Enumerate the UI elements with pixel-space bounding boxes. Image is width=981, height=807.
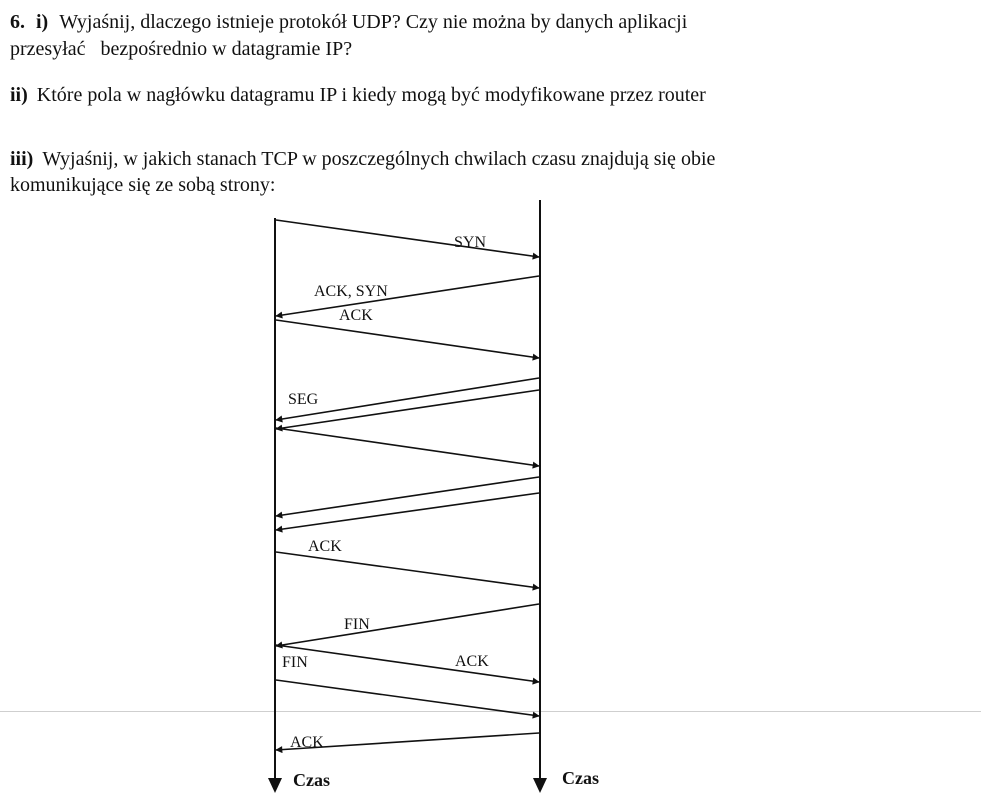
ack-syn-label: ACK, SYN	[314, 283, 388, 300]
client-time-arrowhead	[268, 778, 282, 793]
part-iii-text-line1: Wyjaśnij, w jakich stanach TCP w poszczególnych chwilach czasu znajdują się obie	[42, 148, 716, 170]
fin-arrow-from-server	[276, 604, 539, 646]
seg-label: SEG	[288, 391, 319, 408]
server-time-arrowhead	[533, 778, 547, 793]
data-arrow-to-server	[276, 428, 539, 466]
ack-label-1: ACK	[339, 307, 373, 324]
ack-arrow-3	[276, 645, 539, 682]
fin-label-server: FIN	[344, 616, 370, 633]
part-i-marker: i)	[36, 11, 49, 33]
part-i-text-line2: przesyłać bezpośrednio w datagramie IP?	[10, 38, 353, 60]
fin-label-client: FIN	[282, 654, 308, 671]
seg-arrow-3	[276, 477, 539, 516]
part-iii-text-line2: komunikujące się ze sobą strony:	[10, 174, 276, 196]
ack-arrow-1	[276, 320, 539, 358]
part-i-text-line1: Wyjaśnij, dlaczego istnieje protokół UDP? Czy nie można by danych aplikacji	[59, 11, 688, 33]
ack-label-2: ACK	[308, 538, 342, 555]
part-iii-marker: iii)	[10, 148, 34, 170]
ack-label-3: ACK	[455, 653, 489, 670]
ack-arrow-2	[276, 552, 539, 588]
ack-label-4: ACK	[290, 734, 324, 751]
syn-arrow	[276, 220, 539, 257]
seg-arrow-4	[276, 493, 539, 530]
time-label-server: Czas	[562, 768, 599, 788]
syn-label: SYN	[454, 234, 487, 251]
time-label-client: Czas	[293, 770, 330, 790]
fin-arrow-from-client	[276, 680, 539, 716]
part-ii-text: Które pola w nagłówku datagramu IP i kiedy mogą być modyfikowane przez router	[36, 84, 706, 106]
part-ii-marker: ii)	[10, 84, 28, 106]
question-number: 6.	[10, 11, 25, 33]
